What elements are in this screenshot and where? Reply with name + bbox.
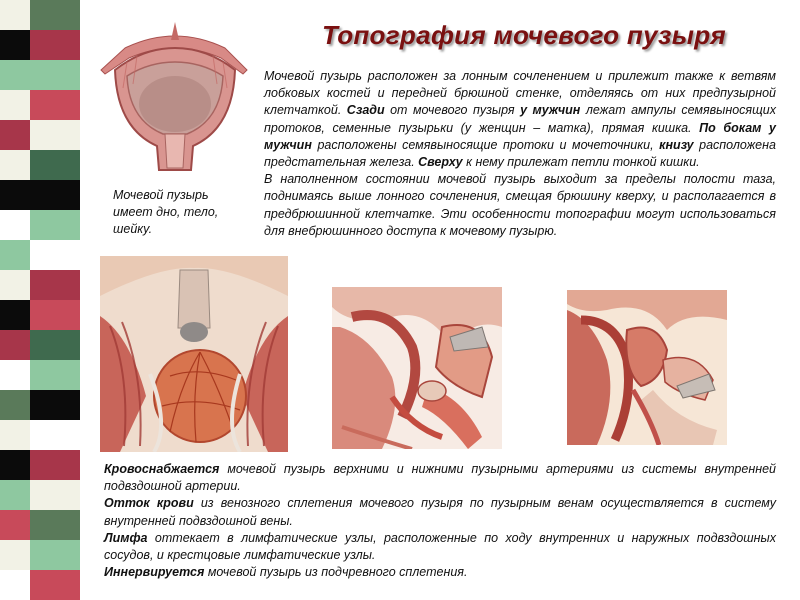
blood-supply-text: мочевой пузырь верхними и нижними пузырными артериями из системы внутренней подвздошной артерии.	[104, 462, 776, 494]
stripe-segment	[0, 0, 80, 30]
venous-outflow-text: из венозного сплетения мочевого пузыря по пузырным венам осуществляется в систему внутренней подвздошной вены.	[104, 496, 776, 528]
intro-text-5: расположена предстательная железа.	[264, 137, 776, 170]
slide-title: Топография мочевого пузыря	[322, 20, 727, 50]
intro-text-2: от мочевого пузыря	[390, 103, 515, 118]
lymph-line	[104, 530, 776, 564]
topography-description	[264, 68, 776, 240]
stripe-segment	[0, 420, 80, 450]
blood-supply-term: Кровоснабжается	[104, 462, 220, 476]
venous-outflow-line	[104, 495, 776, 529]
stripe-segment	[0, 450, 80, 480]
lymph-text: оттекает в лимфатические узлы, расположенные по ходу внутренних и наружных подвздошных сосудов, и крестцовые лимфатические узлы.	[104, 530, 776, 563]
venous-outflow-term: Отток крови	[104, 496, 194, 511]
stripe-segment	[0, 60, 80, 90]
intro-text-3: лежат ампулы семявыносящих протоков, семенные пузырьки (у женщин – матка), прямая кишка.	[264, 103, 776, 135]
innervation-line	[104, 564, 776, 581]
stripe-segment	[0, 540, 80, 570]
stripe-segment	[0, 180, 80, 210]
innervation-term: Иннервируется	[104, 565, 205, 580]
decorative-stripe-border	[0, 0, 80, 600]
bladder-in-pelvis-illustration	[100, 256, 288, 452]
blood-supply-line	[104, 461, 776, 495]
stripe-segment	[0, 510, 80, 540]
stripe-segment	[0, 270, 80, 300]
intro-term-below: книзу	[659, 137, 694, 152]
intro-term-behind: Сзади	[346, 103, 385, 118]
intro-paragraph-2: В наполненном состоянии мочевой пузырь выходит за пределы полости таза, поднимаясь выше лонного сочленения, смещая брюшину кверху, и располагается в предбрюшинной клетчатке. Эти особенности топографии могут использоваться для внебрюшинного доступа к мочевому пузырю.	[264, 172, 776, 238]
male-pelvis-sagittal-illustration	[332, 287, 502, 449]
bladder-parts-caption: Мочевой пузырь имеет дно, тело, шейку.	[113, 188, 219, 237]
stripe-segment	[0, 300, 80, 330]
intro-term-above: Сверху	[418, 155, 463, 170]
stripe-segment	[0, 120, 80, 150]
female-pelvis-sagittal-illustration	[567, 290, 727, 445]
stripe-segment	[0, 240, 80, 270]
intro-text-4: расположены семявыносящие протоки и мочеточники,	[317, 137, 654, 152]
stripe-segment	[0, 480, 80, 510]
stripe-segment	[0, 330, 80, 360]
intro-text-6: к нему прилежат петли тонкой кишки.	[466, 155, 700, 170]
lymph-term: Лимфа	[104, 530, 148, 545]
stripe-segment	[0, 390, 80, 420]
intro-term-men: у мужчин	[520, 103, 581, 118]
bladder-section-illustration	[97, 18, 252, 173]
intro-text-1: Мочевой пузырь расположен за лонным сочленением и прилежит также к ветвям лобковых костей и передней брюшной стенке, отделяясь от них предпузырной клетчаткой.	[264, 69, 776, 118]
stripe-segment	[0, 30, 80, 60]
stripe-segment	[0, 150, 80, 180]
intro-term-sides: По бокам у мужчин	[264, 120, 776, 152]
innervation-text: мочевой пузырь из подчревного сплетения.	[207, 565, 468, 580]
stripe-segment	[0, 90, 80, 120]
stripe-segment	[0, 210, 80, 240]
stripe-segment	[0, 570, 80, 600]
stripe-segment	[0, 360, 80, 390]
bladder-vessels-and-nerves	[104, 461, 776, 581]
